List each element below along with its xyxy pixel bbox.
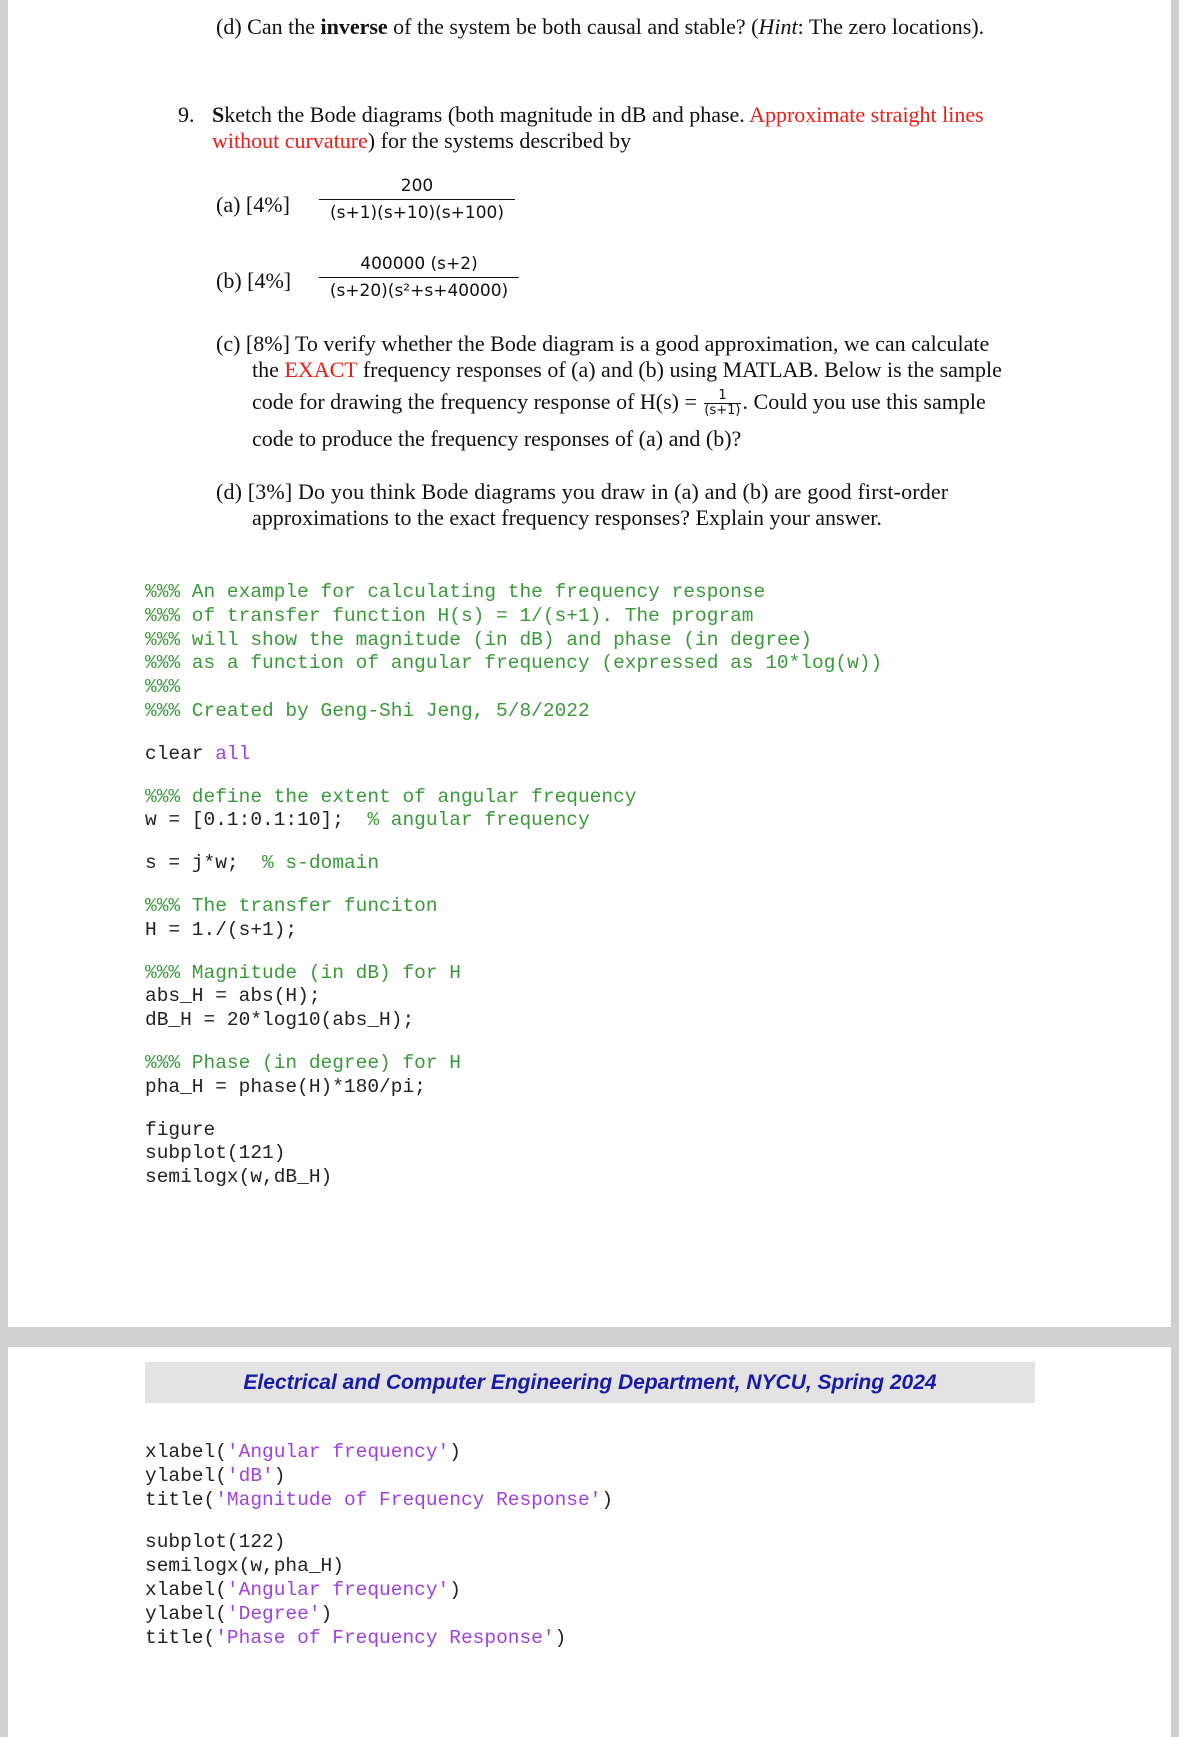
part-b-label: (b) [4%]	[216, 268, 292, 293]
part-c-line2	[252, 356, 1002, 383]
code-statement: subplot(121)	[145, 1142, 286, 1165]
fraction-bar	[319, 277, 519, 278]
code-statement: semilogx(w,dB_H)	[145, 1166, 333, 1189]
part-d-line1: (d) [3%] Do you think Bode diagrams you draw in (a) and (b) are good first-order	[216, 479, 949, 504]
code-comment: %%% The transfer funciton	[145, 894, 438, 917]
code-func: xlabel(	[145, 1578, 227, 1601]
code-statement: subplot(122)	[145, 1531, 286, 1554]
part-a-numerator: 200	[400, 176, 434, 196]
inline-numerator: 1	[718, 388, 727, 404]
code-block-2	[145, 1441, 613, 1650]
fraction-bar	[319, 199, 515, 200]
part-c-line3	[252, 388, 986, 418]
code-statement: w = [0.1:0.1:10];	[145, 809, 368, 832]
code-string: 'Phase of Frequency Response'	[215, 1626, 555, 1649]
part-a-fraction	[319, 175, 515, 224]
code-paren: )	[273, 1464, 286, 1487]
inline-denominator: (s+1)	[704, 403, 741, 419]
code-paren: )	[554, 1626, 567, 1649]
code-func: ylabel(	[145, 1464, 227, 1487]
code-comment: %%% Created by Geng-Shi Jeng, 5/8/2022	[145, 699, 590, 722]
code-line-xlabel	[145, 1441, 613, 1465]
part-b-fraction	[319, 253, 519, 302]
code-line-ylabel	[145, 1603, 613, 1627]
code-func: xlabel(	[145, 1441, 227, 1463]
code-comment: %%% will show the magnitude (in dB) and phase (in degree)	[145, 628, 813, 651]
part-b-denominator: (s+20)(s²+s+40000)	[329, 281, 509, 301]
code-func: title(	[145, 1626, 216, 1649]
part-a-denominator: (s+1)(s+10)(s+100)	[330, 203, 504, 223]
part-b-numerator: 400000 (s+2)	[360, 254, 478, 274]
part-c-line2-post: frequency responses of (a) and (b) using MATLAB. Below is the sample	[357, 357, 1002, 382]
part-c-line4: code to produce the frequency responses of (a) and (b)?	[252, 426, 742, 451]
code-paren: )	[320, 1602, 333, 1625]
part-d-line2: approximations to the exact frequency responses? Explain your answer.	[252, 505, 882, 530]
code-comment: %%%	[145, 676, 181, 699]
q8d-hint: Hint	[758, 14, 798, 39]
q9-line1-red: Approximate straight lines	[749, 102, 984, 127]
code-statement: dB_H = 20*log10(abs_H);	[145, 1009, 415, 1032]
code-line-ylabel	[145, 1465, 613, 1489]
part-a-label: (a) [4%]	[216, 192, 290, 217]
part-c-line3-pre: code for drawing the frequency response of H(s) =	[252, 389, 703, 414]
question-9-line2	[212, 127, 631, 154]
code-statement: H = 1./(s+1);	[145, 918, 298, 941]
question-9-number: 9.	[178, 102, 195, 127]
q9-line2-text: ) for the systems described by	[367, 128, 632, 153]
code-statement: semilogx(w,pha_H)	[145, 1555, 344, 1578]
code-string: 'Angular frequency'	[226, 1441, 450, 1463]
part-c-exact: EXACT	[284, 357, 358, 382]
code-statement: s = j*w;	[145, 852, 263, 875]
page-1	[8, 0, 1171, 1327]
code-statement: abs_H = abs(H);	[145, 985, 321, 1008]
code-func: title(	[145, 1488, 216, 1511]
code-paren: )	[449, 1578, 461, 1601]
q8d-text-mid: of the system be both causal and stable? (	[387, 14, 759, 39]
code-arg-all: all	[215, 742, 251, 765]
code-statement: figure	[145, 1118, 216, 1141]
code-comment: %%% define the extent of angular frequency	[145, 785, 637, 808]
code-line-title	[145, 1489, 613, 1513]
code-paren: )	[601, 1488, 614, 1511]
code-line-xlabel	[145, 1579, 613, 1603]
header-title: Electrical and Computer Engineering Department, NYCU, Spring 2024	[243, 1371, 937, 1394]
part-c-line1: (c) [8%] To verify whether the Bode diagram is a good approximation, we can calculate	[216, 331, 990, 356]
code-statement: pha_H = phase(H)*180/pi;	[145, 1075, 426, 1098]
code-string: 'Magnitude of Frequency Response'	[215, 1488, 602, 1511]
code-string: 'Degree'	[226, 1602, 321, 1625]
code-line-w	[145, 809, 882, 833]
question-8d	[216, 13, 984, 40]
part-c-line3-post: . Could you use this sample	[742, 389, 986, 414]
code-func: ylabel(	[145, 1602, 227, 1625]
question-9-line1	[212, 101, 984, 128]
code-keyword-clear: clear	[145, 742, 216, 765]
code-comment: %%% An example for calculating the frequency response	[145, 581, 766, 603]
code-block-1	[145, 581, 882, 1190]
code-inline-comment: % angular frequency	[367, 809, 590, 832]
q9-bold-initial: S	[212, 102, 225, 127]
code-string: 'dB'	[226, 1464, 274, 1487]
code-comment: %%% Magnitude (in dB) for H	[145, 961, 461, 984]
code-string: 'Angular frequency'	[226, 1578, 450, 1601]
code-line-s	[145, 852, 882, 876]
page-2	[8, 1347, 1171, 1737]
q8d-suffix: : The zero locations).	[797, 14, 985, 39]
code-paren: )	[449, 1441, 461, 1463]
q8d-text: (d) Can the	[216, 14, 321, 39]
q9-line1-text: ketch the Bode diagrams (both magnitude in dB and phase.	[224, 102, 750, 127]
code-line-title	[145, 1627, 613, 1651]
code-comment: %%% Phase (in degree) for H	[145, 1051, 461, 1074]
code-comment: %%% as a function of angular frequency (expressed as 10*log(w))	[145, 652, 883, 675]
code-line-clear	[145, 743, 882, 767]
q9-line2-red: without curvature	[212, 128, 368, 153]
page-header	[145, 1362, 1035, 1403]
code-comment: %%% of transfer function H(s) = 1/(s+1). The program	[145, 604, 754, 627]
part-c-inline-fraction	[704, 389, 740, 418]
code-inline-comment: % s-domain	[262, 852, 380, 875]
part-c-line2-pre: the	[252, 357, 285, 382]
q8d-bold: inverse	[320, 14, 388, 39]
